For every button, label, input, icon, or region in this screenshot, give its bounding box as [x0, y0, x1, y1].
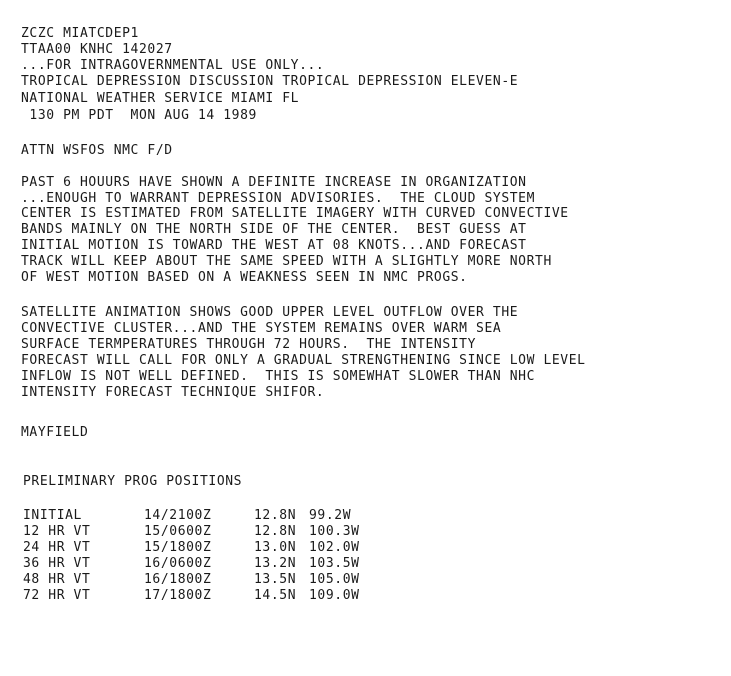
- row-label: 36 HR VT: [23, 556, 91, 571]
- row-lat: 12.8N: [254, 508, 297, 523]
- paragraph-1-line: PAST 6 HOUURS HAVE SHOWN A DEFINITE INCREASE IN ORGANIZATION: [21, 175, 527, 190]
- paragraph-2-line: INTENSITY FORECAST TECHNIQUE SHIFOR.: [21, 385, 325, 400]
- header-line: NATIONAL WEATHER SERVICE MIAMI FL: [21, 91, 300, 106]
- paragraph-1-line: OF WEST MOTION BASED ON A WEAKNESS SEEN IN NMC PROGS.: [21, 270, 468, 285]
- header-line: ZCZC MIATCDEP1: [21, 26, 139, 41]
- row-label: 72 HR VT: [23, 588, 91, 603]
- row-time: 15/1800Z: [144, 540, 212, 555]
- row-lat: 13.5N: [254, 572, 297, 587]
- header-line: TROPICAL DEPRESSION DISCUSSION TROPICAL DEPRESSION ELEVEN-E: [21, 74, 519, 89]
- row-lon: 109.0W: [309, 588, 360, 603]
- paragraph-2-line: SATELLITE ANIMATION SHOWS GOOD UPPER LEVEL OUTFLOW OVER THE: [21, 305, 519, 320]
- prog-title: PRELIMINARY PROG POSITIONS: [23, 474, 243, 489]
- row-time: 16/1800Z: [144, 572, 212, 587]
- row-label: 12 HR VT: [23, 524, 91, 539]
- row-lat: 13.2N: [254, 556, 297, 571]
- row-lat: 12.8N: [254, 524, 297, 539]
- attn-line: ATTN WSFOS NMC F/D: [21, 143, 173, 158]
- row-label: 48 HR VT: [23, 572, 91, 587]
- paragraph-1-line: CENTER IS ESTIMATED FROM SATELLITE IMAGERY WITH CURVED CONVECTIVE: [21, 206, 569, 221]
- paragraph-2-line: INFLOW IS NOT WELL DEFINED. THIS IS SOMEWHAT SLOWER THAN NHC: [21, 369, 536, 384]
- row-lon: 103.5W: [309, 556, 360, 571]
- row-time: 15/0600Z: [144, 524, 212, 539]
- row-time: 17/1800Z: [144, 588, 212, 603]
- row-label: 24 HR VT: [23, 540, 91, 555]
- row-lon: 105.0W: [309, 572, 360, 587]
- row-lat: 13.0N: [254, 540, 297, 555]
- header-line: ...FOR INTRAGOVERNMENTAL USE ONLY...: [21, 58, 325, 73]
- header-line: 130 PM PDT MON AUG 14 1989: [21, 108, 257, 123]
- paragraph-1-line: ...ENOUGH TO WARRANT DEPRESSION ADVISORIES. THE CLOUD SYSTEM: [21, 191, 536, 206]
- row-time: 14/2100Z: [144, 508, 212, 523]
- paragraph-2-line: CONVECTIVE CLUSTER...AND THE SYSTEM REMAINS OVER WARM SEA: [21, 321, 502, 336]
- paragraph-1-line: BANDS MAINLY ON THE NORTH SIDE OF THE CENTER. BEST GUESS AT: [21, 222, 527, 237]
- paragraph-1-line: INITIAL MOTION IS TOWARD THE WEST AT 08 KNOTS...AND FORECAST: [21, 238, 527, 253]
- row-lon: 100.3W: [309, 524, 360, 539]
- paragraph-2-line: SURFACE TERMPERATURES THROUGH 72 HOURS. THE INTENSITY: [21, 337, 477, 352]
- row-lon: 99.2W: [309, 508, 352, 523]
- row-label: INITIAL: [23, 508, 82, 523]
- signature: MAYFIELD: [21, 425, 89, 440]
- row-lat: 14.5N: [254, 588, 297, 603]
- row-lon: 102.0W: [309, 540, 360, 555]
- row-time: 16/0600Z: [144, 556, 212, 571]
- header-line: TTAA00 KNHC 142027: [21, 42, 173, 57]
- paragraph-2-line: FORECAST WILL CALL FOR ONLY A GRADUAL STRENGTHENING SINCE LOW LEVEL: [21, 353, 586, 368]
- paragraph-1-line: TRACK WILL KEEP ABOUT THE SAME SPEED WITH A SLIGHTLY MORE NORTH: [21, 254, 552, 269]
